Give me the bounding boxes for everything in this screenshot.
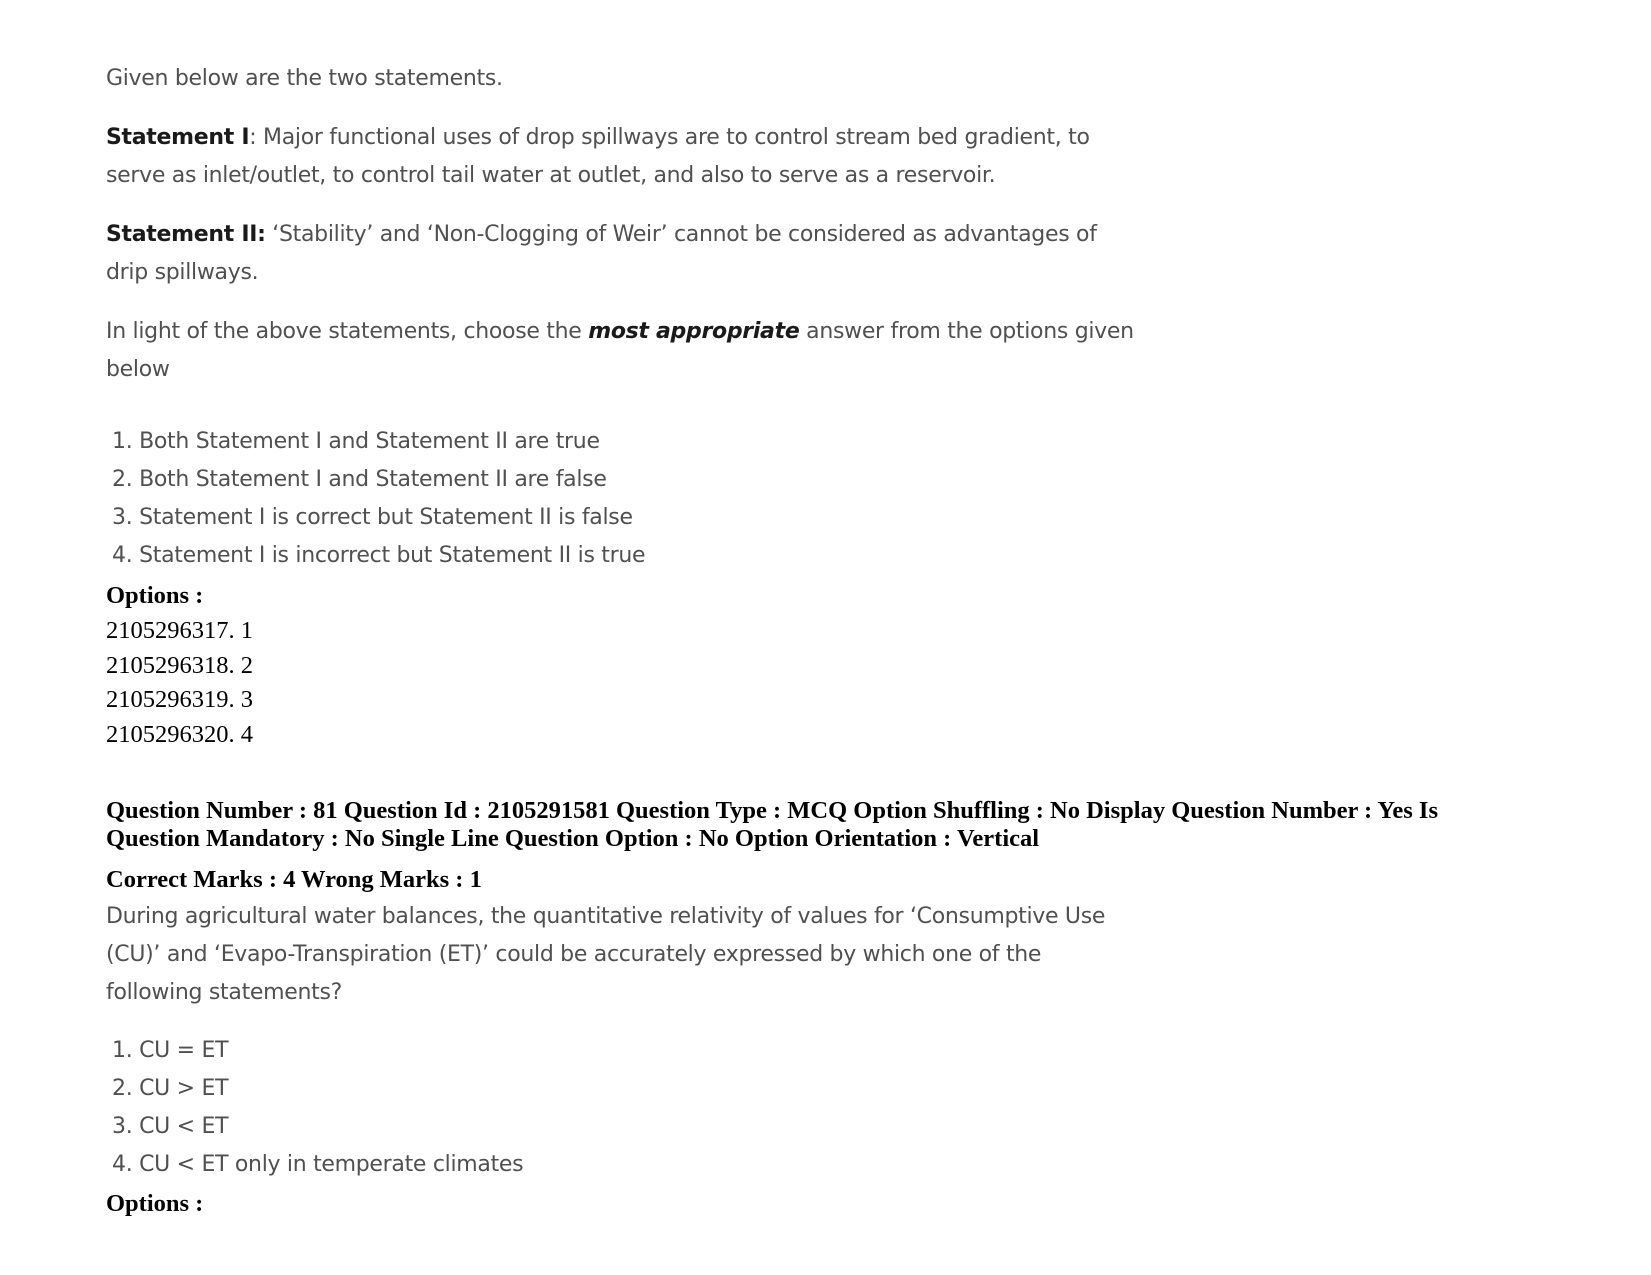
statement-1-text-line1: : Major functional uses of drop spillways are to control stream bed gradient, to	[249, 125, 1090, 150]
statement-2-text-line2: drip spillways.	[106, 260, 259, 285]
statement-1-label: Statement I	[106, 125, 250, 150]
statement-1-text-line2: serve as inlet/outlet, to control tail water at outlet, and also to serve as a reservoir.	[106, 163, 996, 188]
list-item: 2. Both Statement I and Statement II are false	[112, 467, 607, 492]
instruction-line2: below	[106, 357, 170, 382]
instruction-emphasis: most appropriate	[588, 319, 800, 344]
list-item: 4. Statement I is incorrect but Statement II is true	[112, 543, 646, 568]
question-line: During agricultural water balances, the quantitative relativity of values for ‘Consumptive Use	[106, 904, 1106, 929]
option-item: 2105296320. 4	[106, 720, 253, 748]
q81-options-label: Options :	[106, 1190, 204, 1217]
q80-intro: Given below are the two statements.	[106, 66, 503, 91]
q80-statement-1	[106, 119, 1090, 195]
q81-meta-line2: Question Mandatory : No Single Line Question Option : No Option Orientation : Vertical	[106, 825, 1040, 852]
list-item: 1. CU = ET	[112, 1038, 229, 1063]
instruction-before: In light of the above statements, choose the	[106, 319, 589, 344]
list-item: 3. Statement I is correct but Statement II is false	[112, 505, 633, 530]
q81-question-text	[106, 898, 1105, 1012]
option-item: 2105296319. 3	[106, 686, 253, 713]
statement-2-text-line1: ‘Stability’ and ‘Non-Clogging of Weir’ cannot be considered as advantages of	[265, 222, 1097, 247]
list-item: 3. CU < ET	[112, 1114, 229, 1139]
q80-instruction	[106, 313, 1134, 389]
q81-meta-line1: Question Number : 81 Question Id : 2105291581 Question Type : MCQ Option Shuffling : No Display Question Number : Yes Is	[106, 797, 1438, 824]
q80-options-label: Options :	[106, 582, 204, 609]
q81-meta	[106, 797, 1526, 853]
q80-statement-2	[106, 216, 1097, 292]
list-item: 4. CU < ET only in temperate climates	[112, 1152, 524, 1177]
question-line: following statements?	[106, 980, 343, 1005]
statement-2-label: Statement II:	[106, 222, 266, 247]
option-item: 2105296317. 1	[106, 617, 253, 644]
q80-options-list	[106, 614, 253, 752]
question-line: (CU)’ and ‘Evapo-Transpiration (ET)’ could be accurately expressed by which one of the	[106, 942, 1042, 967]
q80-choice-list	[112, 423, 645, 575]
q81-choice-list	[112, 1032, 523, 1184]
q81-marks: Correct Marks : 4 Wrong Marks : 1	[106, 866, 482, 893]
list-item: 1. Both Statement I and Statement II are true	[112, 429, 600, 454]
option-item: 2105296318. 2	[106, 651, 253, 679]
instruction-after: answer from the options given	[799, 319, 1134, 344]
list-item: 2. CU > ET	[112, 1076, 229, 1101]
